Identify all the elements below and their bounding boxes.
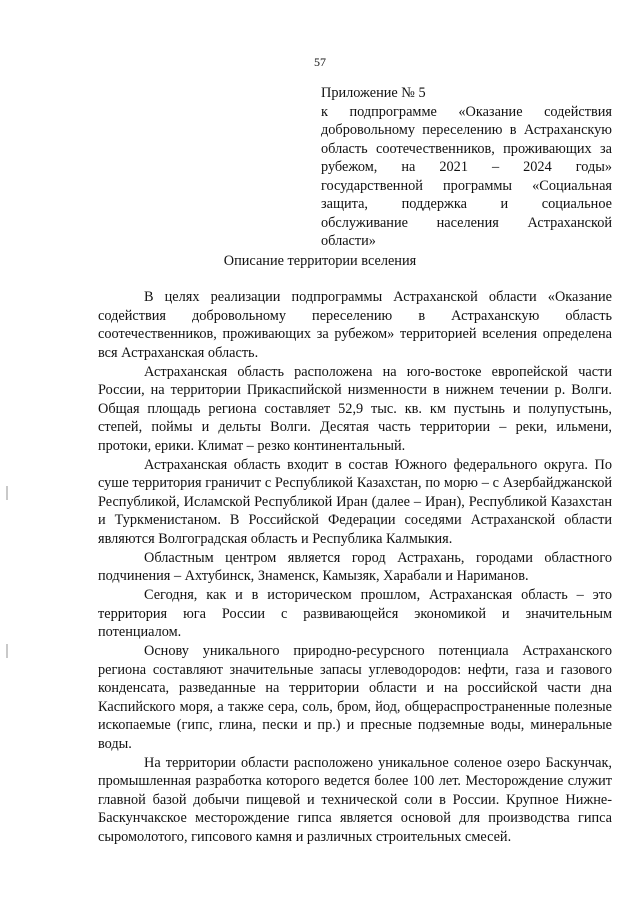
paragraph: Областным центром является город Астрахань, городами областного подчинения – Ахтубинск, Знаменск, Камызяк, Харабали и Нариманов. [98,549,612,584]
paragraph: В целях реализации подпрограммы Астраханской области «Оказание содействия добровольному переселению в Астраханскую область соотечественников, проживающих за рубежом» территорией вселения определена вся Астраханская область. [98,289,612,361]
page-number: 57 [314,55,326,69]
scan-margin-mark [6,644,8,658]
paragraph: Астраханская область входит в состав Южного федерального округа. По суше территория граничит с Республикой Казахстан, по морю – с Азербайджанской Республикой, Исламской Республикой Иран (далее – Иран), Республикой Казахстан и Туркменистаном. В Российской Федерации соседями Астраханской области являются Волгоградская область и Республика Калмыкия. [98,456,612,547]
paragraph: Астраханская область расположена на юго-востоке европейской части России, на территории Прикаспийской низменности в нижнем течении р. Волги. Общая площадь региона составляет 52,9 тыс. кв. км пустынь и полупустынь, степей, поймы и дельты Волги. Десятая часть территории – реки, ильмени, протоки, ерики. Климат – резко континентальный. [98,363,612,454]
scan-margin-mark [6,486,8,500]
document-title: Описание территории вселения [223,253,417,269]
paragraph: На территории области расположено уникальное соленое озеро Баскунчак, промышленная разработка которого ведется более 100 лет. Месторождение служит главной базой добычи пищевой и технической соли в России. Крупное Нижне-Баскунчакское месторождение гипса является основой для производства гипса сыромолотого, гипсового камня и различных строительных смесей. [98,754,612,845]
annex-text: к подпрограмме «Оказание содействия добровольному переселению в Астраханскую область соотечественников, проживающих за рубежом, на 2021 – 2024 годы» государственной программы «Социальная защита, поддержка и социальное обслуживание населения Астраханской области» [321,103,612,249]
paragraph: Основу уникального природно-ресурсного потенциала Астраханского региона составляют значительные запасы углеводородов: нефти, газа и газового конденсата, разведанные на территории области и на российской части дна Каспийского моря, а также сера, соль, бром, йод, общераспространенные полезные ископаемые (гипс, глина, пески и пр.) и пресные подземные воды, минеральные воды. [98,643,612,752]
paragraph: Сегодня, как и в историческом прошлом, Астраханская область – это территория юга России с развивающейся экономикой и значительным потенциалом. [98,587,612,640]
annex-block [321,84,612,251]
document-body [98,288,612,847]
annex-title: Приложение № 5 [321,85,426,101]
